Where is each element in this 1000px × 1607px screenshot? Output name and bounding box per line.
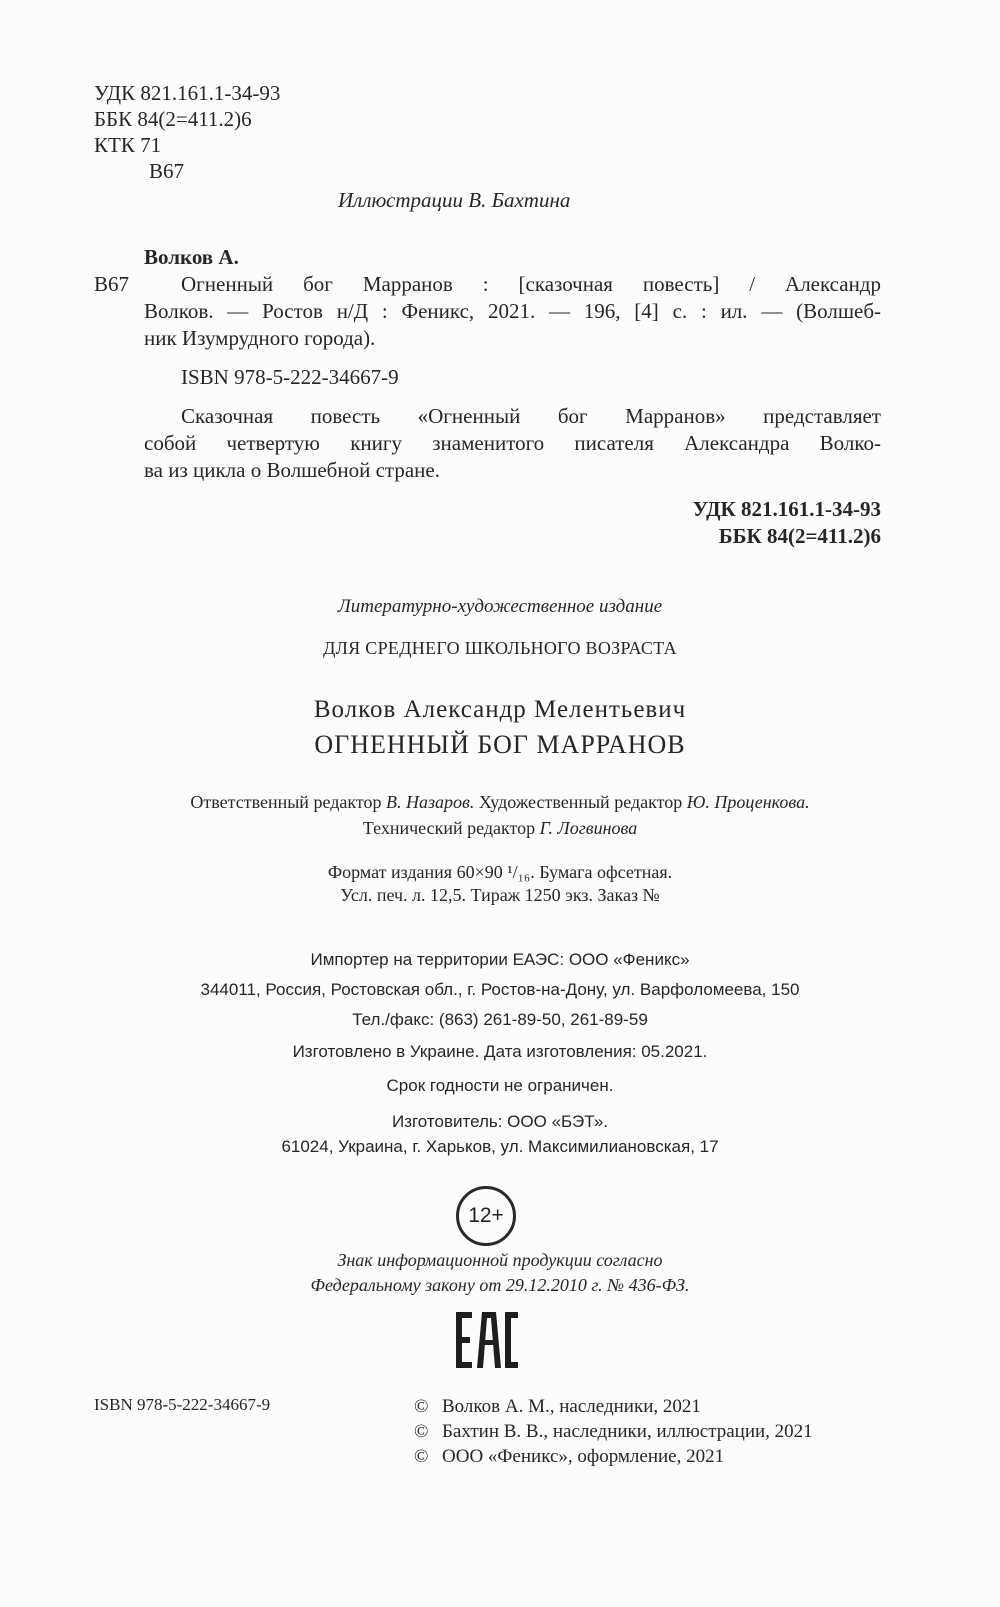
age-rating-note-1: Знак информационной продукции согласно bbox=[337, 1250, 663, 1270]
catalog-line-3: ник Изумрудного города). bbox=[144, 326, 376, 350]
copyright-row-1 bbox=[414, 1395, 701, 1419]
catalog-author: Волков А. bbox=[144, 245, 239, 269]
print-line: Усл. печ. л. 12,5. Тираж 1250 экз. Заказ № bbox=[340, 885, 660, 905]
chief-editor-name: В. Назаров. bbox=[385, 792, 475, 812]
author-mark: В67 bbox=[149, 159, 185, 183]
art-editor-label: Художественный редактор bbox=[478, 792, 683, 812]
ktk-code: КТК 71 bbox=[94, 133, 162, 157]
bbk-code: ББК 84(2=411.2)6 bbox=[94, 107, 252, 131]
copyright-row-3 bbox=[414, 1445, 724, 1469]
abstract-line-2: собой четвертую книгу знаменитого писателя Александра Волко- bbox=[144, 431, 881, 455]
copyright-icon: © bbox=[414, 1446, 429, 1467]
art-editor-name: Ю. Проценкова. bbox=[686, 792, 810, 812]
tech-editor-label: Технический редактор bbox=[362, 818, 536, 838]
importer-line-1: Импортер на территории ЕАЭС: ООО «Феникс» bbox=[310, 950, 690, 969]
catalog-isbn: ISBN 978-5-222-34667-9 bbox=[181, 365, 399, 389]
copyright-row-2 bbox=[414, 1420, 813, 1444]
udk-code: УДК 821.161.1-34-93 bbox=[94, 81, 281, 105]
edition-audience: ДЛЯ СРЕДНЕГО ШКОЛЬНОГО ВОЗРАСТА bbox=[323, 638, 677, 658]
author-full-name: Волков Александр Мелентьевич bbox=[313, 696, 687, 723]
format-line: Формат издания 60×90 ¹/₁₆. Бумага офсетная. bbox=[327, 862, 673, 882]
editors-line-1 bbox=[0, 792, 1000, 813]
catalog-line-1: Огненный бог Марранов : [сказочная повесть] / Александр bbox=[181, 272, 881, 296]
illustrations-credit: Иллюстрации В. Бахтина bbox=[338, 188, 571, 212]
eac-mark-icon bbox=[456, 1312, 518, 1368]
importer-line-6: Изготовитель: ООО «БЭТ». bbox=[391, 1112, 609, 1131]
catalog-mark: В67 bbox=[94, 272, 130, 296]
importer-line-5: Срок годности не ограничен. bbox=[386, 1076, 614, 1095]
catalog-line-2: Волков. — Ростов н/Д : Феникс, 2021. — 196, [4] с. : ил. — (Волшеб- bbox=[144, 299, 881, 323]
catalog-udk: УДК 821.161.1-34-93 bbox=[692, 497, 881, 521]
catalog-bbk: ББК 84(2=411.2)6 bbox=[718, 524, 881, 548]
tech-editor-name: Г. Логвинова bbox=[539, 818, 638, 838]
age-rating-badge: 12+ bbox=[456, 1186, 516, 1246]
copyright-icon: © bbox=[414, 1421, 429, 1442]
importer-line-2: 344011, Россия, Ростовская обл., г. Ростов-на-Дону, ул. Варфоломеева, 150 bbox=[200, 980, 800, 999]
abstract-line-3: ва из цикла о Волшебной стране. bbox=[144, 458, 440, 482]
copyright-text-3: ООО «Феникс», оформление, 2021 bbox=[442, 1446, 725, 1467]
copyright-icon: © bbox=[414, 1396, 429, 1417]
book-title: ОГНЕННЫЙ БОГ МАРРАНОВ bbox=[314, 730, 686, 759]
abstract-line-1: Сказочная повесть «Огненный бог Марранов» представляет bbox=[181, 404, 881, 428]
editors-line-2 bbox=[0, 818, 1000, 839]
copyright-text-1: Волков А. М., наследники, 2021 bbox=[442, 1396, 701, 1417]
footer-isbn: ISBN 978-5-222-34667-9 bbox=[94, 1395, 271, 1414]
importer-line-4: Изготовлено в Украине. Дата изготовления: 05.2021. bbox=[292, 1042, 708, 1061]
age-rating-note-2: Федеральному закону от 29.12.2010 г. № 436-ФЗ. bbox=[310, 1275, 690, 1295]
importer-line-7: 61024, Украина, г. Харьков, ул. Максимилиановская, 17 bbox=[281, 1137, 719, 1156]
copyright-text-2: Бахтин В. В., наследники, иллюстрации, 2021 bbox=[442, 1421, 813, 1442]
edition-type: Литературно-художественное издание bbox=[337, 596, 663, 617]
importer-line-3: Тел./факс: (863) 261-89-50, 261-89-59 bbox=[352, 1010, 648, 1029]
chief-editor-label: Ответственный редактор bbox=[190, 792, 382, 812]
